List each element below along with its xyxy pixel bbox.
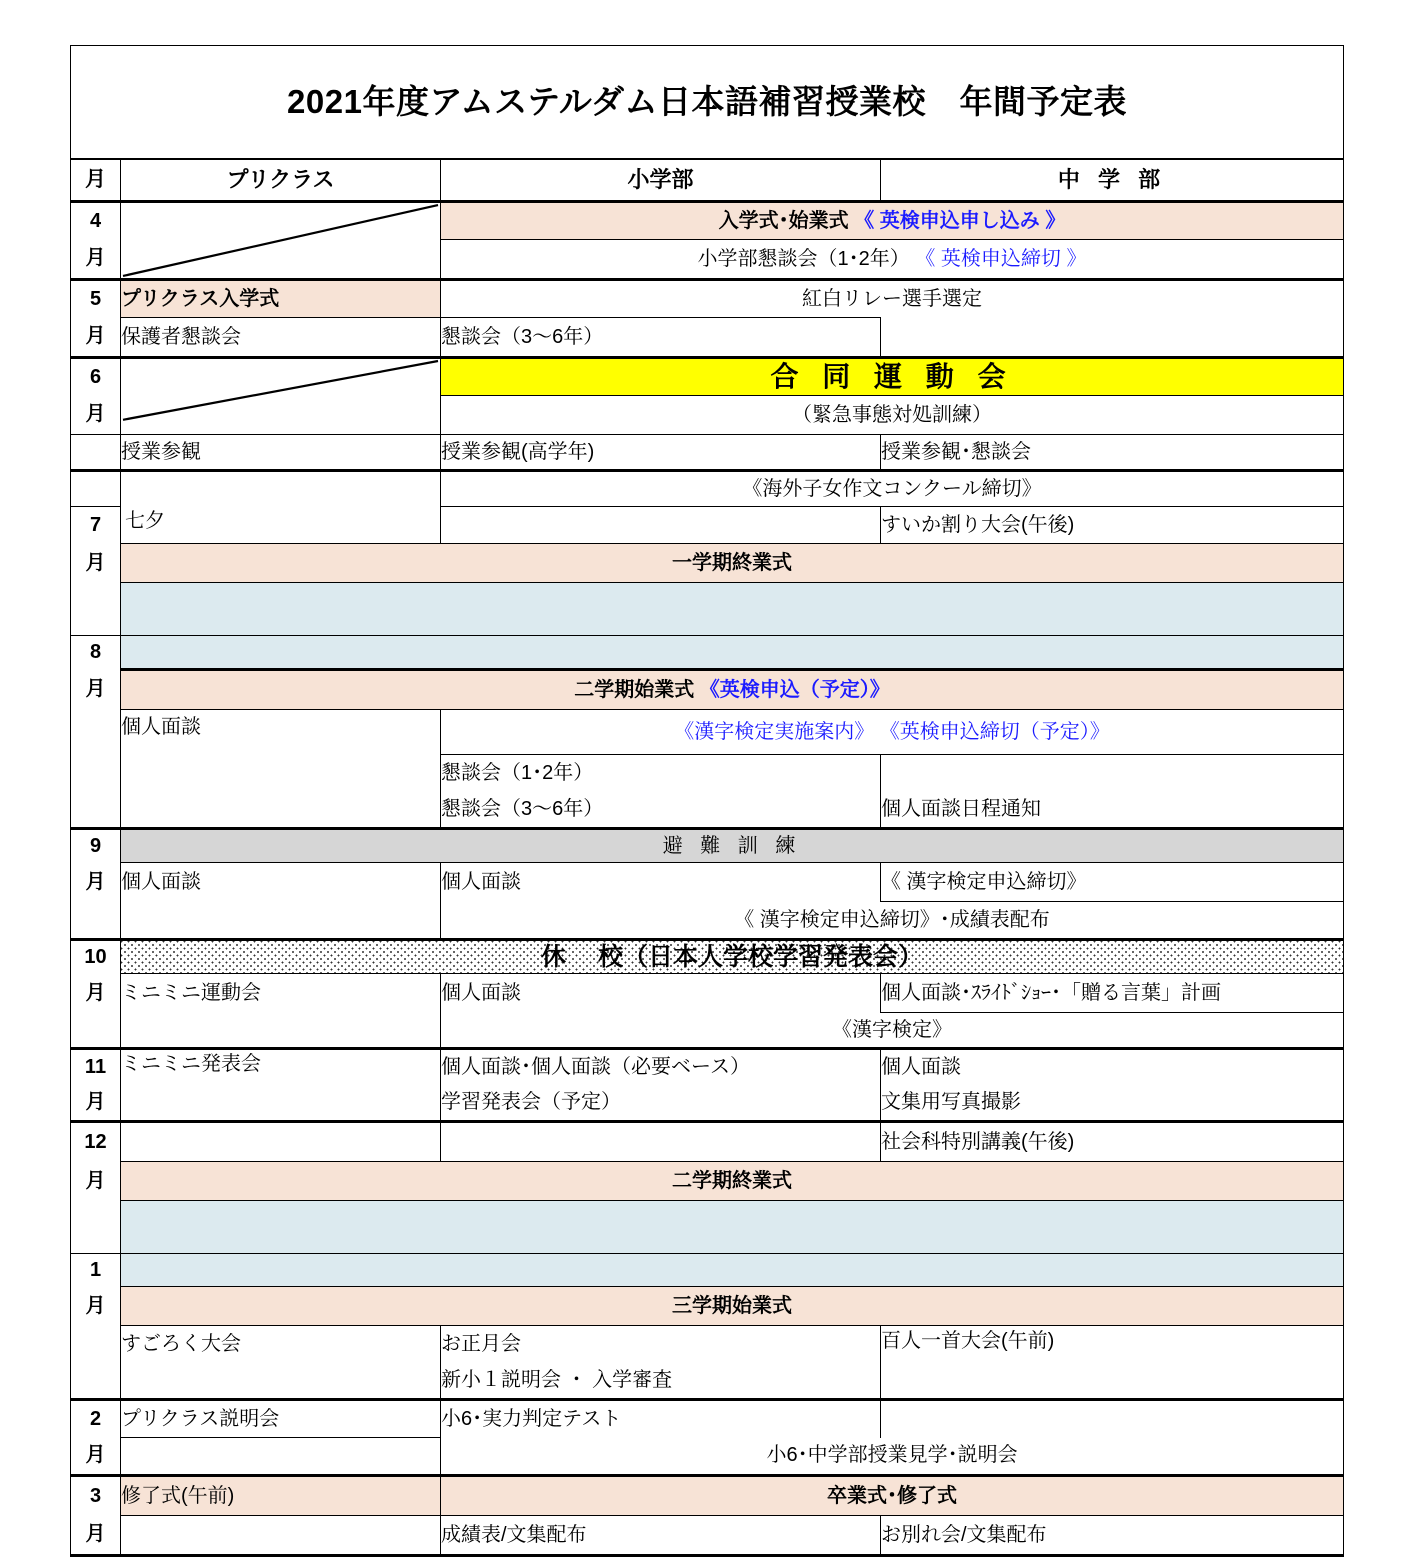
september-pre-empty <box>121 902 441 940</box>
july-tanabata: 七夕 <box>125 509 165 532</box>
march-farewell-chu: お別れ会/文集配布 <box>881 1516 1344 1556</box>
december-pre-empty <box>121 1122 441 1162</box>
month-spacer-8b <box>71 755 121 792</box>
november-interview-chu: 個人面談 <box>881 1049 1344 1085</box>
month-label-2b: 月 <box>71 1438 121 1476</box>
month-label-10b: 月 <box>71 974 121 1013</box>
table-row <box>71 583 1344 636</box>
july-sho-empty <box>441 507 881 544</box>
june-visit-pre: 授業参観 <box>121 435 441 471</box>
january-pre-empty <box>121 1362 441 1400</box>
october-pre-empty <box>121 1013 441 1049</box>
table-row <box>71 1438 1344 1476</box>
june-sports-day: 合 同 運 動 会 <box>441 358 1344 396</box>
table-row <box>71 974 1344 1013</box>
september-evac-drill: 避 難 訓 練 <box>121 829 1344 863</box>
table-row <box>71 544 1344 583</box>
month-label-6: 6 <box>71 358 121 396</box>
march-report-sho: 成績表/文集配布 <box>441 1516 881 1556</box>
july-essay-contest: 《海外子女作文コンクール締切》 <box>441 471 1344 507</box>
month-label-3: 3 <box>71 1476 121 1516</box>
month-spacer-10 <box>71 1013 121 1049</box>
month-label-9b: 月 <box>71 863 121 902</box>
header-elementary: 小学部 <box>441 159 881 202</box>
month-label-11: 11 <box>71 1049 121 1085</box>
table-row <box>71 636 1344 670</box>
may-meeting-3-6: 懇談会（3～6年） <box>441 318 881 358</box>
april-meeting: 小学部懇談会（1･2年） 《 英検申込締切 》 <box>441 240 1344 280</box>
month-label-1: 1 <box>71 1254 121 1287</box>
summer-break-band-2 <box>121 636 1344 670</box>
month-spacer-7b <box>71 583 121 636</box>
diagonal-slash-icon <box>121 203 440 278</box>
table-row <box>71 710 1344 755</box>
table-row <box>71 435 1344 471</box>
september-interview-sho: 個人面談 <box>441 863 881 902</box>
preclass-empty-june <box>121 358 441 435</box>
may-pre-entrance: プリクラス入学式 <box>121 280 441 318</box>
table-row <box>71 670 1344 710</box>
month-label-9: 9 <box>71 829 121 863</box>
table-row <box>71 318 1344 358</box>
diagonal-slash-icon <box>121 359 440 434</box>
month-label-4b: 月 <box>71 240 121 280</box>
may-relay: 紅白リレー選手選定 <box>441 280 1344 318</box>
month-label-2: 2 <box>71 1400 121 1438</box>
november-mini-show: ミニミニ発表会 <box>121 1049 441 1122</box>
july-term1-end: 一学期終業式 <box>121 544 1344 583</box>
month-label-7: 7 <box>71 507 121 544</box>
august-meeting-1-2: 懇談会（1･2年） <box>441 755 881 792</box>
month-spacer-1a <box>71 1326 121 1363</box>
january-new-sho1: 新小１説明会 ・ 入学審査 <box>441 1362 881 1400</box>
september-kanji-report: 《 漢字検定申込締切》･成績表配布 <box>441 902 1344 940</box>
month-spacer-6 <box>71 435 121 471</box>
month-spacer-7a <box>71 471 121 507</box>
table-row <box>71 1162 1344 1201</box>
march-graduation: 卒業式･修了式 <box>441 1476 1344 1516</box>
february-chu-empty <box>881 1400 1344 1438</box>
title-cell <box>71 46 1344 160</box>
header-preclass: プリクラス <box>121 159 441 202</box>
month-label-10: 10 <box>71 940 121 974</box>
february-sho6-test: 小6･実力判定テスト <box>441 1400 881 1438</box>
october-mini-sports: ミニミニ運動会 <box>121 974 441 1013</box>
july-preclass-cell <box>121 471 441 544</box>
october-interview-sho: 個人面談 <box>441 974 881 1013</box>
july-watermelon: すいか割り大会(午後) <box>881 507 1344 544</box>
table-row <box>71 1201 1344 1254</box>
august-interview-pre: 個人面談 <box>121 710 441 829</box>
october-closed: 休 校（日本人学校学習発表会） <box>121 940 1344 974</box>
table-row <box>71 940 1344 974</box>
august-interview-schedule: 個人面談日程通知 <box>881 791 1344 829</box>
preclass-empty-april <box>121 202 441 280</box>
table-row <box>71 1476 1344 1516</box>
month-label-5: 5 <box>71 280 121 318</box>
april-ceremony: 入学式･始業式 《 英検申込申し込み 》 <box>441 202 1344 240</box>
month-spacer-8c <box>71 791 121 829</box>
table-row <box>71 1254 1344 1287</box>
month-label-7b: 月 <box>71 544 121 583</box>
table-row <box>71 202 1344 240</box>
month-label-12: 12 <box>71 1122 121 1162</box>
september-interview-pre: 個人面談 <box>121 863 441 902</box>
may-guardian-meeting: 保護者懇談会 <box>121 318 441 358</box>
june-visit-sho: 授業参観(高学年) <box>441 435 881 471</box>
october-chu-plan: 個人面談･ｽﾗｲﾄﾞｼｮｰ･「贈る言葉」計画 <box>881 974 1344 1013</box>
month-label-12b: 月 <box>71 1162 121 1201</box>
january-hyakunin: 百人一首大会(午前) <box>881 1326 1344 1400</box>
table-row <box>71 280 1344 318</box>
august-chu-empty <box>881 755 1344 792</box>
december-social-lecture: 社会科特別講義(午後) <box>881 1122 1344 1162</box>
month-label-8b: 月 <box>71 670 121 710</box>
august-kanji-eiken: 《漢字検定実施案内》 《英検申込締切（予定）》 <box>441 710 1344 755</box>
table-row <box>71 1287 1344 1326</box>
month-spacer-12 <box>71 1201 121 1254</box>
table-row <box>71 1516 1344 1556</box>
february-sho6-visit: 小6･中学部授業見学･説明会 <box>441 1438 1344 1476</box>
may-junior-empty <box>881 318 1344 358</box>
table-row <box>71 1326 1344 1363</box>
month-label-3b: 月 <box>71 1516 121 1556</box>
table-row <box>71 1122 1344 1162</box>
november-photo: 文集用写真撮影 <box>881 1084 1344 1122</box>
month-spacer-8a <box>71 710 121 755</box>
month-label-4: 4 <box>71 202 121 240</box>
table-row <box>71 902 1344 940</box>
october-kanji-exam: 《漢字検定》 <box>441 1013 1344 1049</box>
january-sugoroku: すごろく大会 <box>121 1326 441 1363</box>
august-meeting-3-6: 懇談会（3～6年） <box>441 791 881 829</box>
august-term2-start: 二学期始業式 《英検申込（予定）》 <box>121 670 1344 710</box>
month-spacer-9 <box>71 902 121 940</box>
september-kanji-deadline: 《 漢字検定申込締切》 <box>881 863 1344 902</box>
column-header-row <box>71 159 1344 202</box>
table-row <box>71 863 1344 902</box>
month-label-8: 8 <box>71 636 121 670</box>
february-pre-briefing: プリクラス説明会 <box>121 1400 441 1438</box>
summer-break-band <box>121 583 1344 636</box>
table-row <box>71 471 1344 507</box>
month-label-5b: 月 <box>71 318 121 358</box>
winter-break-band <box>121 1201 1344 1254</box>
table-row <box>71 1400 1344 1438</box>
header-junior: 中 学 部 <box>881 159 1344 202</box>
november-interviews-sho: 個人面談･個人面談（必要ベース） <box>441 1049 881 1085</box>
month-label-11b: 月 <box>71 1084 121 1122</box>
month-spacer-1b <box>71 1362 121 1400</box>
table-row <box>71 829 1344 863</box>
winter-break-band-2 <box>121 1254 1344 1287</box>
november-study-show: 学習発表会（予定） <box>441 1084 881 1122</box>
december-sho-empty <box>441 1122 881 1162</box>
june-drill: （緊急事態対処訓練） <box>441 396 1344 435</box>
february-pre-empty <box>121 1438 441 1476</box>
december-term2-end: 二学期終業式 <box>121 1162 1344 1201</box>
march-completion: 修了式(午前) <box>121 1476 441 1516</box>
header-month: 月 <box>71 159 121 202</box>
january-new-year: お正月会 <box>441 1326 881 1363</box>
march-pre-empty <box>121 1516 441 1556</box>
month-label-6b: 月 <box>71 396 121 435</box>
annual-schedule-table <box>70 45 1344 1557</box>
title-row <box>71 46 1344 160</box>
page-title: 2021年度アムステルダム日本語補習授業校 年間予定表 <box>287 83 1128 121</box>
table-row <box>71 1013 1344 1049</box>
month-label-1b: 月 <box>71 1287 121 1326</box>
january-term3-start: 三学期始業式 <box>121 1287 1344 1326</box>
table-row <box>71 1049 1344 1085</box>
june-visit-chu: 授業参観･懇談会 <box>881 435 1344 471</box>
table-row <box>71 358 1344 396</box>
